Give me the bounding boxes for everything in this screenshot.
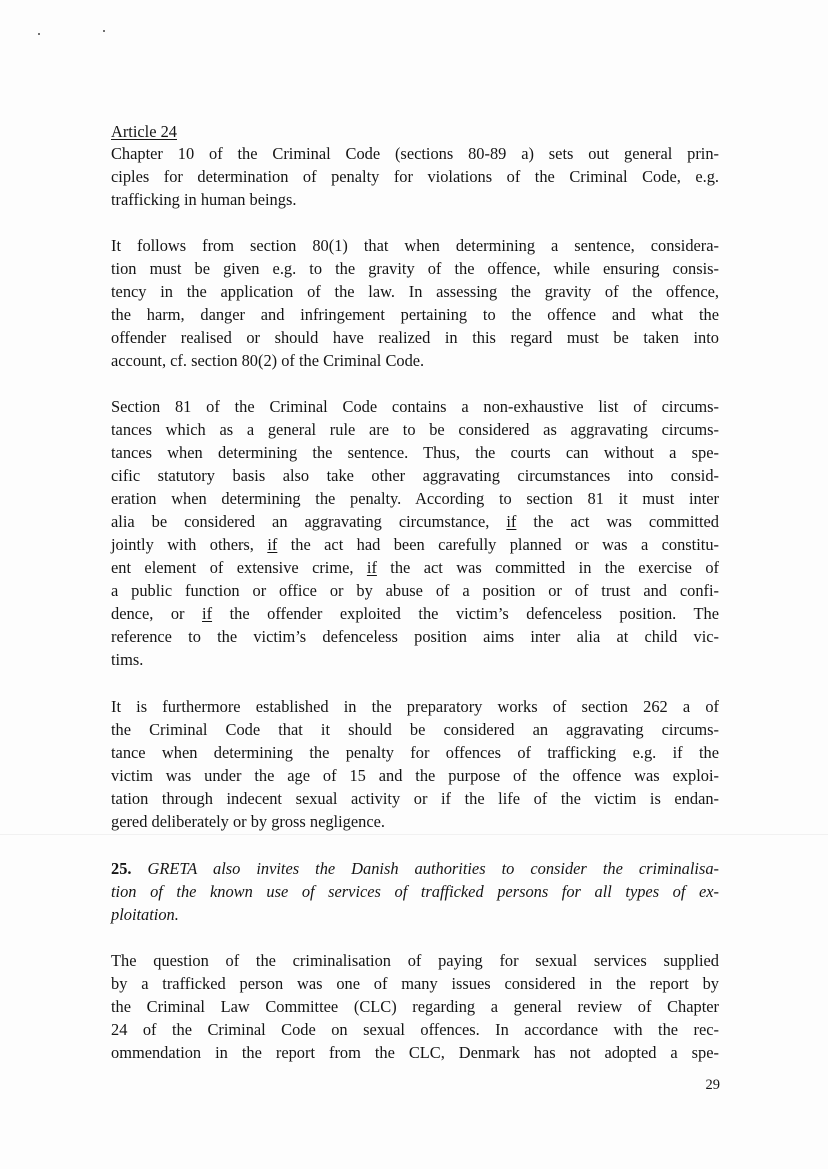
emphasis-if: if <box>366 558 377 577</box>
paragraph-line: the Criminal Law Committee (CLC) regarding a general review of Chapter <box>111 997 719 1016</box>
line-segment: the act was committed <box>516 512 720 531</box>
line-segment: alia be considered an aggravating circumstance, <box>111 512 507 531</box>
emphasis-if: if <box>506 512 517 531</box>
paragraph-line: eration when determining the penalty. According to section 81 it must inter <box>111 489 719 508</box>
paragraph-line <box>111 558 719 578</box>
line-segment: the offender exploited the victim’s defenceless position. The <box>212 604 719 623</box>
paragraph-line: tances which as a general rule are to be considered as aggravating circums- <box>111 420 719 439</box>
paragraph-line: tance when determining the penalty for offences of trafficking e.g. if the <box>111 743 719 762</box>
paragraph-line <box>111 512 719 532</box>
paragraph-line: tims. <box>111 650 144 669</box>
paragraph-line: It follows from section 80(1) that when determining a sentence, considera- <box>111 236 719 255</box>
recommendation-number: 25. <box>111 859 132 878</box>
recommendation-line <box>111 859 719 879</box>
paragraph-line: cific statutory basis also take other aggravating circumstances into consid- <box>111 466 719 485</box>
paragraph-line: account, cf. section 80(2) of the Criminal Code. <box>111 351 425 370</box>
line-segment: the act was committed in the exercise of <box>376 558 719 577</box>
paragraph-line: tion must be given e.g. to the gravity of the offence, while ensuring consis- <box>111 259 719 278</box>
paragraph-line: reference to the victim’s defenceless position aims inter alia at child vic- <box>111 627 719 646</box>
paragraph-line: tency in the application of the law. In assessing the gravity of the offence, <box>111 282 719 301</box>
paragraph-line: The question of the criminalisation of paying for sexual services supplied <box>111 951 719 970</box>
paragraph-line: It is furthermore established in the preparatory works of section 262 a of <box>111 697 719 716</box>
paragraph-line: the harm, danger and infringement pertaining to the offence and what the <box>111 305 719 324</box>
paragraph-line: gered deliberately or by gross negligence. <box>111 812 385 831</box>
article-heading <box>111 122 719 142</box>
paragraph-line: tances when determining the sentence. Thus, the courts can without a spe- <box>111 443 719 462</box>
scan-fold-line <box>0 834 828 835</box>
paragraph-line: Chapter 10 of the Criminal Code (sections 80-89 a) sets out general prin- <box>111 144 719 163</box>
line-segment: ent element of extensive crime, <box>111 558 367 577</box>
page-number: 29 <box>705 1077 720 1093</box>
paragraph-line: 24 of the Criminal Code on sexual offences. In accordance with the rec- <box>111 1020 719 1039</box>
scan-speck <box>38 33 40 35</box>
scan-speck <box>103 30 105 32</box>
line-segment: jointly with others, <box>111 535 268 554</box>
paragraph-line: the Criminal Code that it should be considered an aggravating circums- <box>111 720 719 739</box>
paragraph-line: offender realised or should have realized in this regard must be taken into <box>111 328 719 347</box>
paragraph-line <box>111 604 719 624</box>
paragraph-line: tation through indecent sexual activity or if the life of the victim is endan- <box>111 789 719 808</box>
paragraph-line: a public function or office or by abuse of a position or of trust and confi- <box>111 581 719 600</box>
paragraph-line: trafficking in human beings. <box>111 190 297 209</box>
paragraph-line: by a trafficked person was one of many issues considered in the report by <box>111 974 719 993</box>
recommendation-line: tion of the known use of services of trafficked persons for all types of ex- <box>111 882 719 901</box>
paragraph-line <box>111 535 719 555</box>
paragraph-line: ommendation in the report from the CLC, Denmark has not adopted a spe- <box>111 1043 719 1062</box>
line-segment: dence, or <box>111 604 203 623</box>
paragraph-line: ciples for determination of penalty for violations of the Criminal Code, e.g. <box>111 167 719 186</box>
recommendation-text: GRETA also invites the Danish authorities to consider the criminalisa- <box>131 859 719 878</box>
paragraph-line: Section 81 of the Criminal Code contains a non-exhaustive list of circums- <box>111 397 719 416</box>
paragraph-line: victim was under the age of 15 and the purpose of the offence was exploi- <box>111 766 719 785</box>
recommendation-line: ploitation. <box>111 905 179 924</box>
emphasis-if: if <box>202 604 213 623</box>
emphasis-if: if <box>267 535 278 554</box>
line-segment: the act had been carefully planned or was a constitu- <box>277 535 719 554</box>
article-heading-text: Article 24 <box>111 122 177 141</box>
